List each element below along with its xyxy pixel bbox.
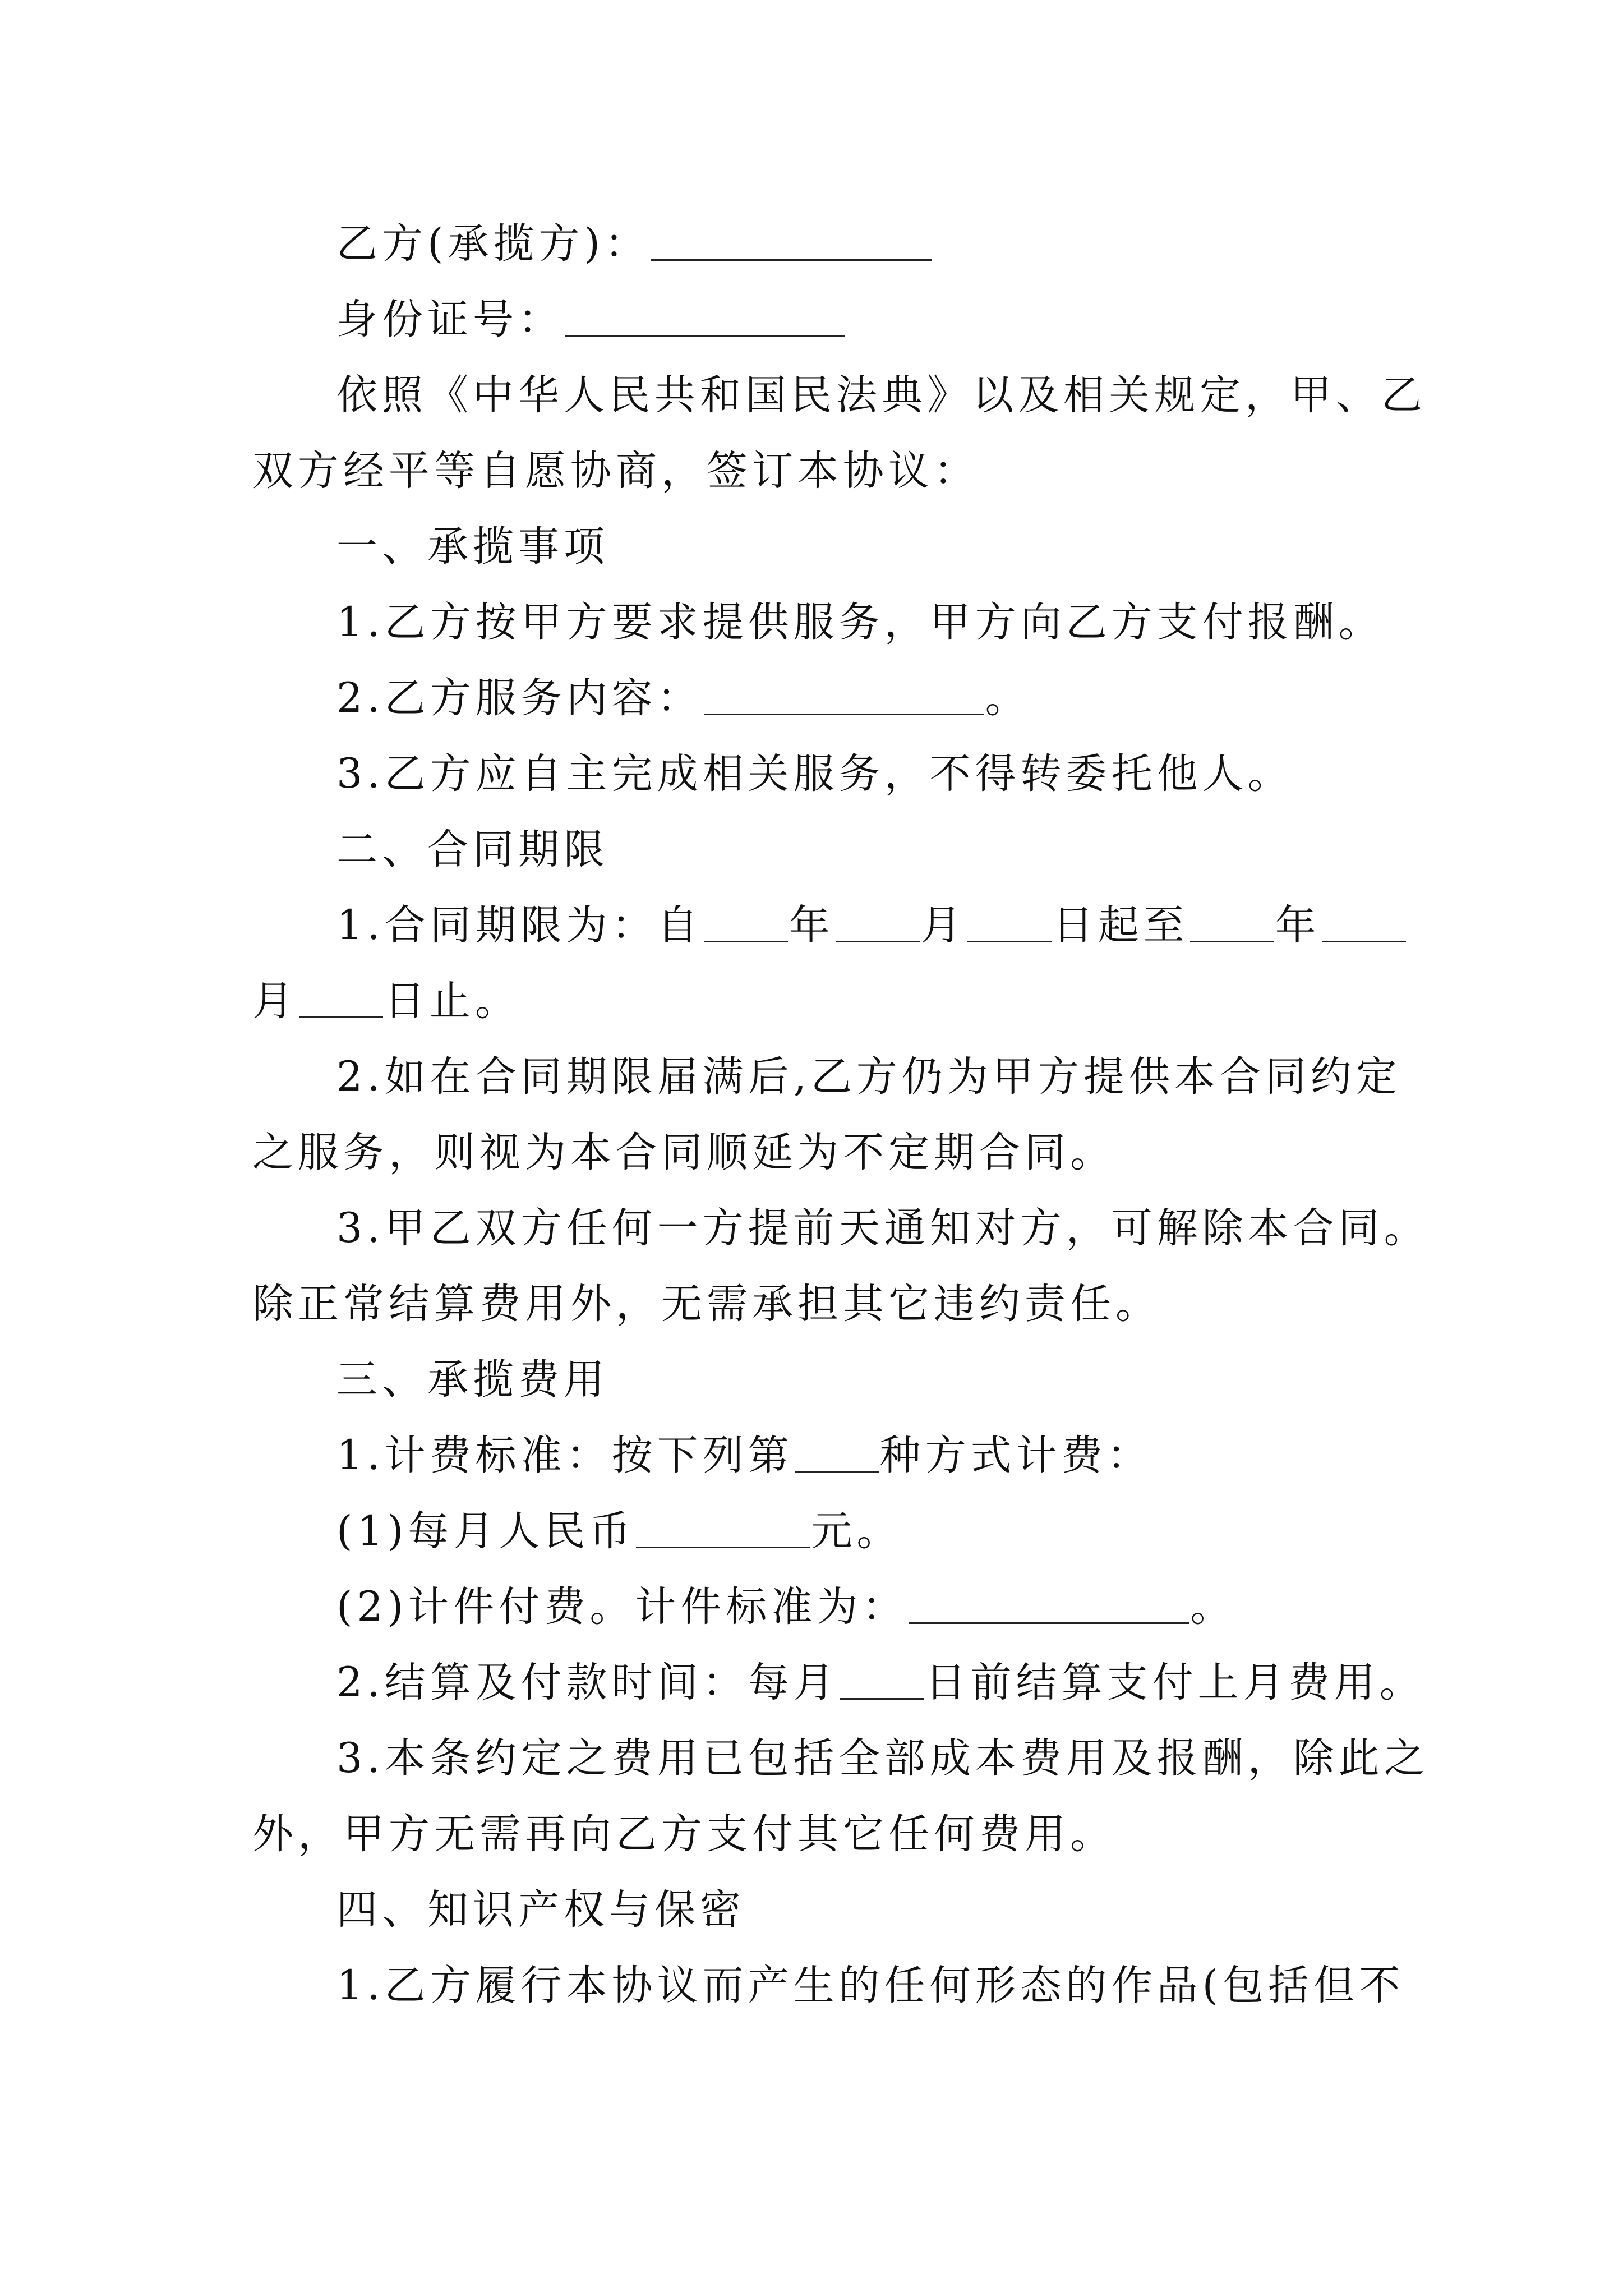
section-4-title: 四、知识产权与保密: [336, 1886, 745, 1934]
clause-3-3-text-2: 外，甲方无需再向乙方支付其它任何费用。: [252, 1810, 1115, 1858]
year-label: 年: [789, 901, 834, 949]
clause-4-1: [336, 1947, 1475, 2025]
settlement-text: 日前结算支付上月费用。: [925, 1659, 1425, 1706]
service-content-blank[interactable]: [704, 680, 984, 715]
section-2-heading: [336, 811, 1475, 889]
clause-2-1: [336, 886, 1475, 965]
end-year-label: 年: [1275, 901, 1321, 949]
end-day-blank[interactable]: [299, 983, 383, 1018]
fee-method-label: 种方式计费：: [879, 1432, 1152, 1479]
contractor-name-blank[interactable]: [651, 226, 932, 261]
until-label: 日起至: [1052, 901, 1189, 949]
clause-2-2-cont: [252, 1114, 1391, 1192]
settlement-day-blank[interactable]: [840, 1664, 924, 1700]
end-day-label: 日止。: [384, 977, 520, 1025]
monthly-fee-blank[interactable]: [636, 1513, 810, 1548]
clause-3-3-cont: [252, 1795, 1391, 1874]
end-year-blank[interactable]: [1190, 907, 1274, 942]
settlement-label: 2.结算及付款时间：每月: [336, 1659, 839, 1706]
clause-2-3-text-2: 除正常结算费用外，无需承担其它违约责任。: [252, 1280, 1161, 1328]
piece-rate-end: 。: [1190, 1583, 1236, 1631]
clause-2-3: [336, 1189, 1475, 1268]
piece-rate-blank[interactable]: [909, 1589, 1189, 1624]
clause-2-3-cont: [252, 1265, 1391, 1343]
clause-4-1-text: 1.乙方履行本协议而产生的任何形态的作品(包括但不: [336, 1962, 1405, 2009]
clause-1-3-text: 3.乙方应自主完成相关服务，不得转委托他人。: [336, 750, 1293, 798]
preamble-text-2: 双方经平等自愿协商，签订本协议：: [252, 447, 979, 495]
clause-2-2: [336, 1038, 1475, 1116]
clause-1-1: [336, 583, 1475, 662]
end-month-label: 月: [252, 977, 298, 1025]
section-3-title: 三、承揽费用: [336, 1356, 609, 1404]
id-number-blank[interactable]: [565, 301, 845, 337]
clause-2-2-text-2: 之服务，则视为本合同顺延为不定期合同。: [252, 1129, 1115, 1176]
section-4-heading: [336, 1871, 1475, 1949]
start-day-blank[interactable]: [967, 907, 1052, 942]
fee-method-blank[interactable]: [795, 1437, 879, 1473]
monthly-fee-label: (1)每月人民币: [336, 1507, 635, 1555]
clause-1-3: [336, 735, 1475, 813]
end-month-blank[interactable]: [1322, 907, 1406, 942]
start-year-blank[interactable]: [704, 907, 788, 942]
clause-3-1-option-1: [336, 1492, 1475, 1571]
id-number-label: 身份证号：: [336, 296, 564, 343]
contractor-party-line: [336, 205, 1475, 283]
contractor-party-label: 乙方(承揽方)：: [336, 220, 650, 268]
clause-1-1-text: 1.乙方按甲方要求提供服务，甲方向乙方支付报酬。: [336, 599, 1384, 646]
section-2-title: 二、合同期限: [336, 826, 609, 873]
preamble-line-2: [252, 432, 1391, 510]
clause-3-1-option-2: [336, 1568, 1475, 1646]
fee-standard-label: 1.计费标准：按下列第: [336, 1432, 794, 1479]
clause-1-2-label: 2.乙方服务内容：: [336, 674, 703, 722]
section-3-heading: [336, 1341, 1475, 1419]
monthly-fee-unit: 元。: [811, 1507, 902, 1555]
piece-rate-label: (2)计件付费。计件标准为：: [336, 1583, 908, 1631]
clause-2-1-cont: [252, 962, 1391, 1041]
preamble-text-1: 依照《中华人民共和国民法典》以及相关规定，甲、乙: [336, 371, 1427, 419]
clause-1-2: [336, 659, 1475, 738]
id-number-line: [336, 280, 1475, 359]
term-start-label: 1.合同期限为：自: [336, 901, 703, 949]
clause-2-2-text-1: 2.如在合同期限届满后,乙方仍为甲方提供本合同约定: [336, 1053, 1401, 1101]
clause-3-3-text-1: 3.本条约定之费用已包括全部成本费用及报酬，除此之: [336, 1734, 1430, 1782]
clause-3-1: [336, 1416, 1475, 1495]
clause-1-2-end: 。: [985, 674, 1031, 722]
month-label: 月: [920, 901, 966, 949]
section-1-title: 一、承揽事项: [336, 523, 609, 570]
clause-2-3-text-1: 3.甲乙双方任何一方提前天通知对方，可解除本合同。: [336, 1204, 1430, 1252]
preamble-line-1: [336, 356, 1475, 435]
start-month-blank[interactable]: [836, 907, 920, 942]
clause-3-3: [336, 1719, 1475, 1798]
clause-3-2: [336, 1644, 1475, 1722]
section-1-heading: [336, 508, 1475, 586]
